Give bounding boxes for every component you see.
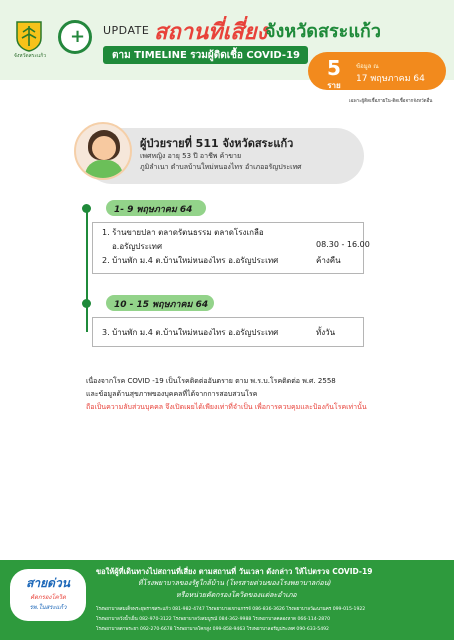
page-title-province: จังหวัดสระแก้ว bbox=[265, 21, 381, 42]
hospital-phone-list: โรงพยาบาลตาพระยา 092-270-6678 โรงพยาบาลโคกสูง 099-858-9463 โรงพยาบาลอรัญประเทศ 090-633-5492 bbox=[96, 627, 329, 632]
date-label: ข้อมูล ณ bbox=[356, 63, 379, 70]
visit-time: 08.30 - 16.00 bbox=[316, 240, 370, 249]
period-label: 10 - 15 พฤษภาคม 64 bbox=[114, 300, 209, 310]
hospital-phone-list: โรงพยาบาลวังน้ำเย็น 082-970-3122 โรงพยาบาลวังสมบูรณ์ 084-362-9988 โรงพยาบาลคลองหาด 066-114-2870 bbox=[96, 617, 331, 622]
hotline-subtitle: รพ.ในสระแก้ว bbox=[29, 604, 67, 611]
subtitle-text: ตาม TIMELINE รวมผู้ติดเชื้อ COVID-19 bbox=[112, 50, 300, 61]
hotline-title: สายด่วน bbox=[26, 576, 70, 590]
patient-title: ผู้ป่วยรายที่ 511 จังหวัดสระแก้ว bbox=[140, 137, 294, 150]
visit-place: 2. บ้านพัก ม.4 ต.บ้านใหม่หนองไทร อ.อรัญประเทศ bbox=[102, 256, 279, 265]
update-word: UPDATE bbox=[103, 24, 150, 37]
hotline-subtitle: คัดกรองโควิด bbox=[30, 594, 66, 601]
province-emblem-icon bbox=[14, 20, 44, 52]
case-count-number: 5 bbox=[327, 56, 341, 80]
footer-instruction: หรือหน่วยคัดกรองโควิดของแต่ละอำเภอ bbox=[176, 591, 297, 599]
date-value: 17 พฤษภาคม 64 bbox=[356, 74, 425, 84]
province-emblem-label: จังหวัดสระแก้ว bbox=[13, 53, 47, 59]
ministry-logo-icon: + bbox=[58, 20, 92, 54]
page-title: สถานที่เสี่ยง bbox=[154, 20, 268, 45]
visit-place: อ.อรัญประเทศ bbox=[112, 242, 163, 251]
patient-avatar bbox=[74, 122, 132, 180]
header-note: เฉพาะผู้ติดเชื้อภายใน-ติดเชื้อจากจังหวัดอื่น bbox=[349, 99, 433, 104]
visit-time: ค้างคืน bbox=[316, 256, 341, 265]
patient-details: เพศหญิง อายุ 53 ปี อาชีพ ค้าขาย bbox=[140, 152, 242, 160]
statement-line: และข้อมูลด้านสุขภาพของบุคคลที่ได้จากการสอบสวนโรค bbox=[86, 390, 258, 398]
hospital-phone-list: โรงพยาบาลสมเด็จพระยุพราชสระแก้ว 081-982-4747 โรงพยาบาลเขาฉกรรจ์ 086-836-3626 โรงพยาบาลวัฒนานคร 099-015-1922 bbox=[96, 607, 366, 612]
visit-place: 1. ร้านขายปลา ตลาดรัตนธรรม ตลาดโรงเกลือ bbox=[102, 228, 264, 237]
period-label: 1- 9 พฤษภาคม 64 bbox=[114, 205, 193, 215]
statement-line: เนื่องจากโรค COVID -19 เป็นโรคติดต่ออันตราย ตาม พ.ร.บ.โรคติดต่อ พ.ศ. 2558 bbox=[86, 377, 336, 385]
visit-place: 3. บ้านพัก ม.4 ต.บ้านใหม่หนองไทร อ.อรัญประเทศ bbox=[102, 328, 279, 337]
timeline-dot bbox=[82, 204, 91, 213]
footer-instruction: ที่โรงพยาบาลของรัฐใกล้บ้าน (โทรสายด่วนของโรงพยาบาลก่อน) bbox=[138, 579, 332, 587]
statement-line-warning: ถือเป็นความลับส่วนบุคคล จึงเปิดเผยได้เพียงเท่าที่จำเป็น เพื่อการควบคุมและป้องกันโรคเท่านั้น bbox=[86, 403, 367, 411]
visit-time: ทั้งวัน bbox=[316, 328, 336, 337]
timeline-line bbox=[86, 206, 88, 332]
case-count-unit: ราย bbox=[327, 81, 341, 90]
timeline-dot bbox=[82, 299, 91, 308]
footer-instruction: ขอให้ผู้ที่เดินทางไปสถานที่เสี่ยง ตามสถานที่ วันเวลา ดังกล่าว ให้ไปตรวจ COVID-19 bbox=[96, 567, 373, 576]
patient-hometown: ภูมิลำเนา ตำบลบ้านใหม่หนองไทร อำเภออรัญประเทศ bbox=[140, 163, 302, 171]
